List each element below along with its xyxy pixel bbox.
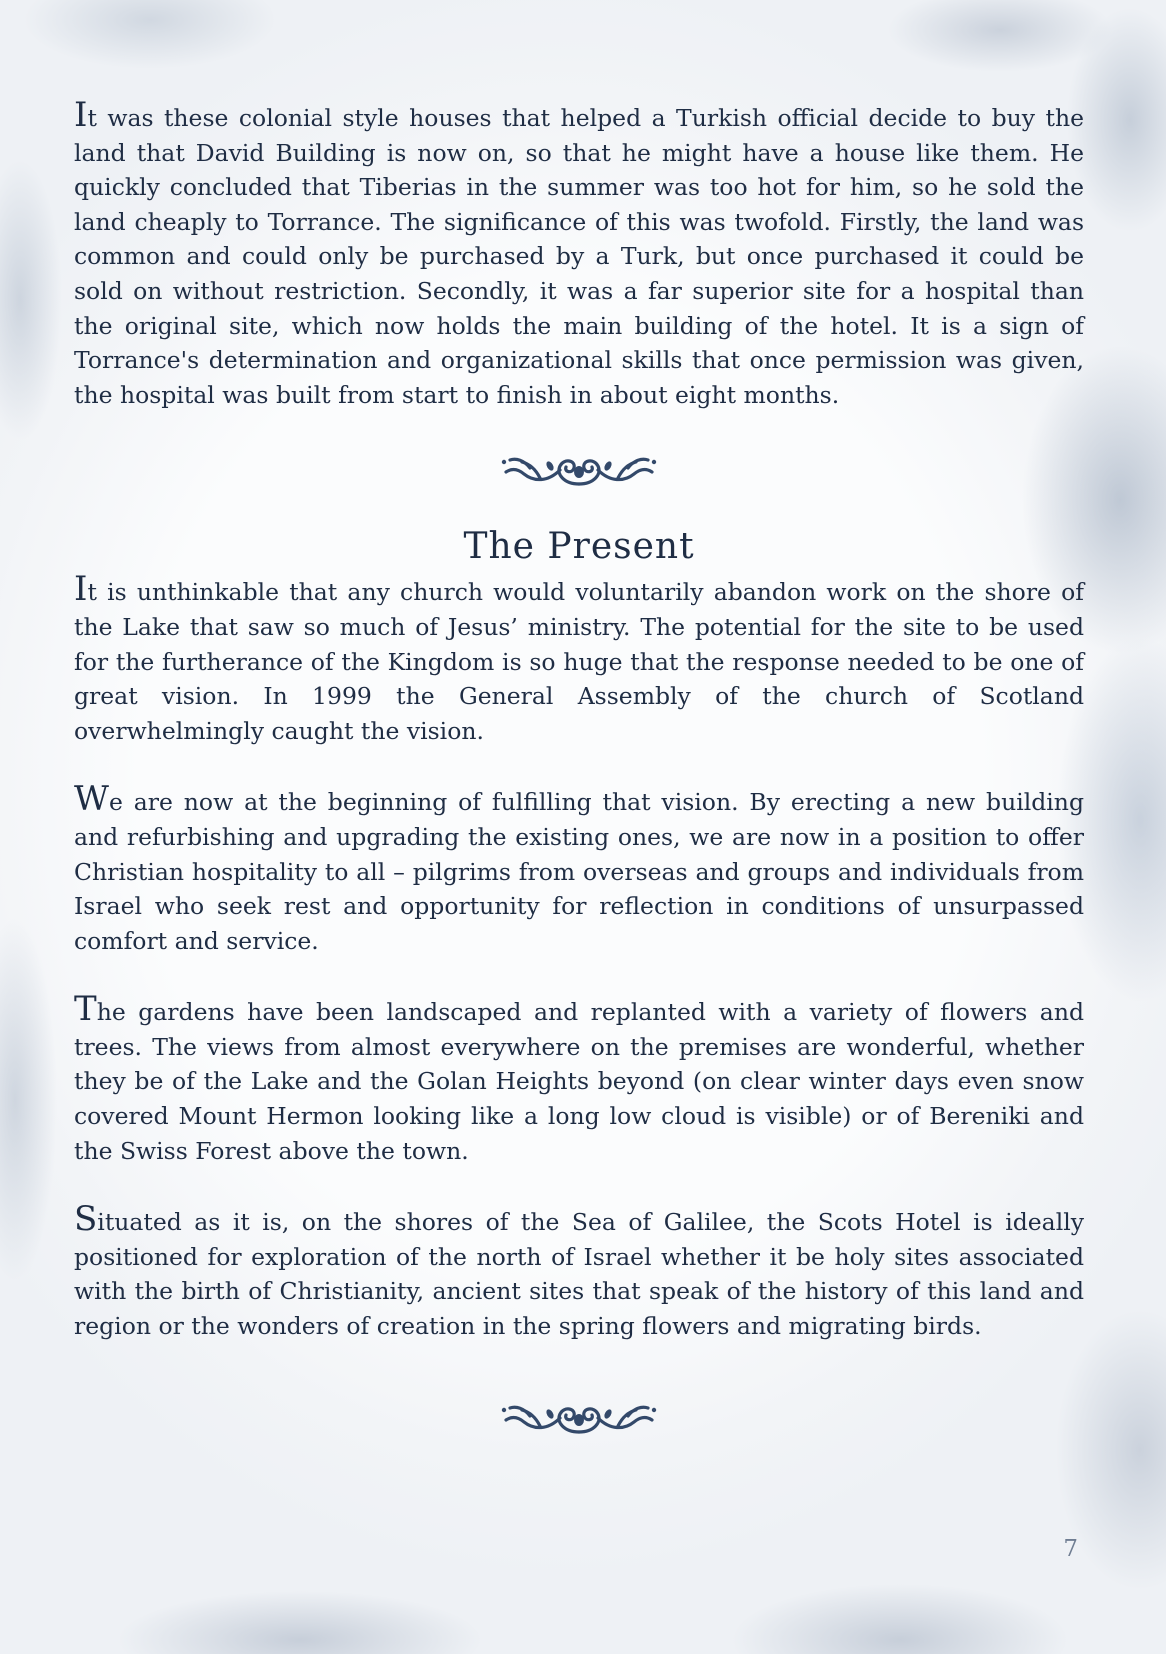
initial-letter: T [74, 989, 97, 1030]
initial-letter: W [74, 779, 109, 820]
flourish-ornament-icon [494, 1396, 664, 1442]
initial-letter: I [74, 95, 88, 135]
initial-letter: S [74, 1199, 98, 1240]
page-number: 7 [1063, 1536, 1078, 1562]
paragraph-location: Situated as it is, on the shores of the Sea of Galilee, the Scots Hotel is ideally positioned for exploration of the north of Israel whether it be holy sites associated with the birth of Christianity, ancient sites that speak of the history of this land and region or the wonders of creation in the spring flowers and migrating birds. [74, 1199, 1084, 1341]
paragraph-gardens: The gardens have been landscaped and replanted with a variety of flowers and trees. The views from almost everywhere on the premises are wonderful, whether they be of the Lake and the Golan Heights beyond (on clear winter days even snow covered Mount Hermon looking like a long low cloud is visible) or of Bereniki and the Swiss Forest above the town. [74, 989, 1084, 1165]
section-heading: The Present [463, 526, 695, 568]
paragraph-church-vision: It is unthinkable that any church would voluntarily abandon work on the shore of the Lake that saw so much of Jesus’ ministry. The potential for the site to be used for the furtherance of the Kingdom is so huge that the response needed to be one of great vision. In 1999 the General Assembly of the church of Scotland overwhelmingly caught the vision. [74, 569, 1084, 745]
paragraph-hospitality: We are now at the beginning of fulfilling that vision. By erecting a new building and refurbishing and upgrading the existing ones, we are now in a position to offer Christian hospitality to all – pilgrims from overseas and groups and individuals from Israel who seek rest and opportunity for reflection in conditions of unsurpassed comfort and service. [74, 779, 1084, 955]
flourish-ornament-icon [494, 448, 664, 494]
initial-letter: I [74, 569, 88, 610]
page-content [74, 95, 1084, 1442]
paragraph-colonial-houses: It was these colonial style houses that helped a Turkish official decide to buy the land that David Building is now on, so that he might have a house like them. He quickly concluded that Tiberias in the summer was too hot for him, so he sold the land cheaply to Torrance. The significance of this was twofold. Firstly, the land was common and could only be purchased by a Turk, but once purchased it could be sold on without restriction. Secondly, it was a far superior site for a hospital than the original site, which now holds the main building of the hotel. It is a sign of Torrance's determination and organizational skills that once permission was given, the hospital was built from start to finish in about eight months. [74, 95, 1084, 409]
